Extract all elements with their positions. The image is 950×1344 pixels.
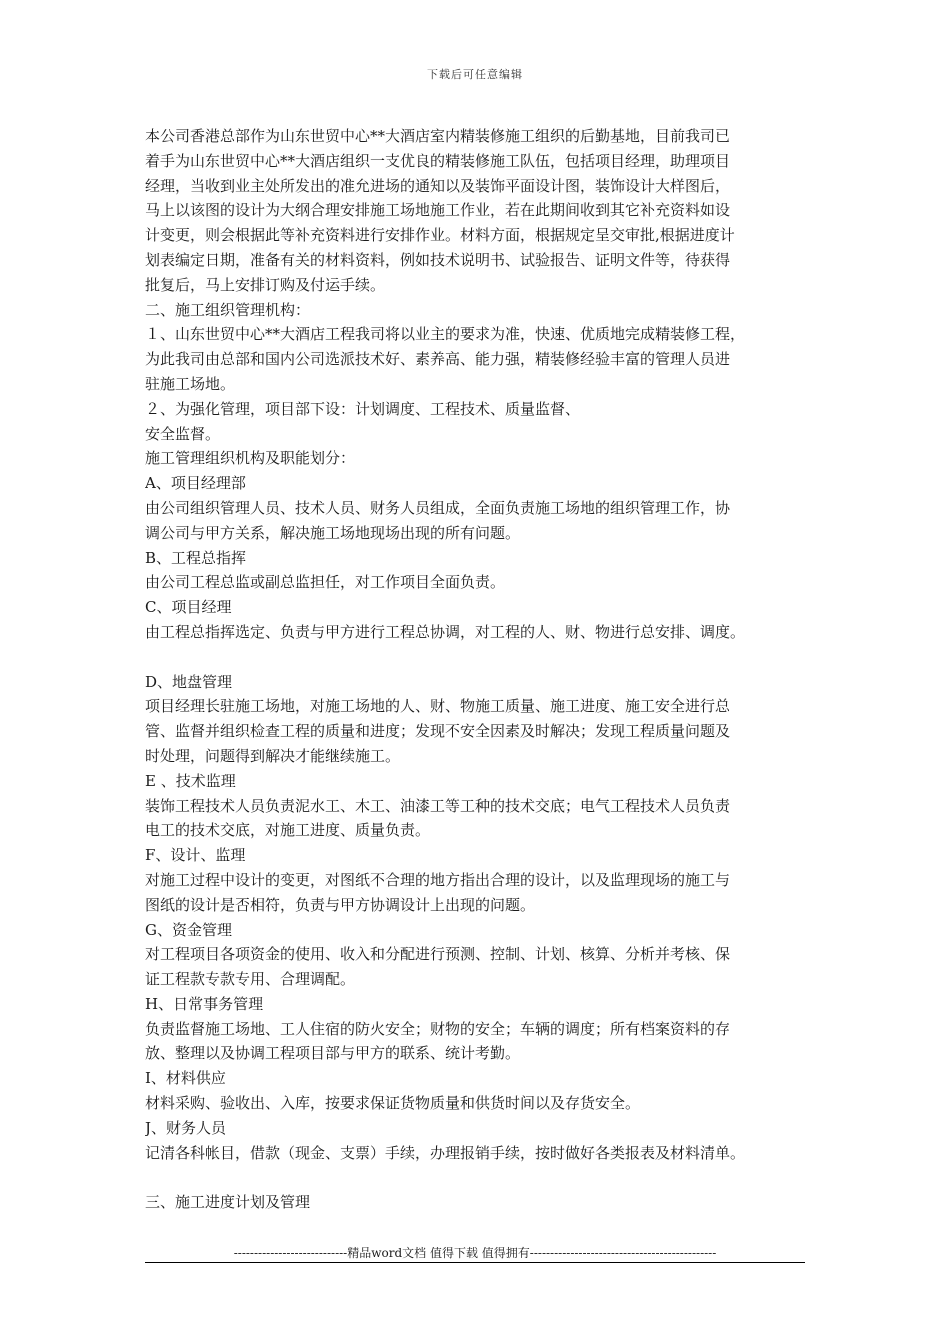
text-line: 放、整理以及协调工程项目部与甲方的联系、统计考勤。 (145, 1044, 521, 1063)
subsection-heading: 施工管理组织机构及职能划分： (145, 449, 356, 468)
text-line: 管、监督并组织检查工程的质量和进度；发现不安全因素及时解决；发现工程质量问题及 (145, 722, 731, 741)
page-header-note: 下载后可任意编辑 (427, 68, 523, 81)
text-line: 经理，当收到业主处所发出的准允进场的通知以及装饰平面设计图，装饰设计大样图后， (145, 176, 731, 195)
text-line: 由工程总指挥选定、负责与甲方进行工程总协调，对工程的人、财、物进行总安排、调度。 (145, 622, 746, 641)
item-heading-b: B、工程总指挥 (145, 548, 247, 567)
text-line: 由公司组织管理人员、技术人员、财务人员组成，全面负责施工场地的组织管理工作，协 (145, 498, 731, 517)
text-line: 材料采购、验收出、入库，按要求保证货物质量和供货时间以及存货安全。 (145, 1094, 641, 1113)
text-line: 由公司工程总监或副总监担任，对工作项目全面负责。 (145, 573, 506, 592)
text-line: 划表编定日期，准备有关的材料资料，例如技术说明书、试验报告、证明文件等，待获得 (145, 250, 731, 269)
section-heading-3: 三、施工进度计划及管理 (145, 1193, 311, 1212)
text-line: 时处理，问题得到解决才能继续施工。 (145, 746, 401, 765)
text-line: 对施工过程中设计的变更，对图纸不合理的地方指出合理的设计，以及监理现场的施工与 (145, 870, 731, 889)
text-line: 电工的技术交底，对施工进度、质量负责。 (145, 821, 431, 840)
text-line: ２、为强化管理，项目部下设：计划调度、工程技术、质量监督、 (145, 399, 581, 418)
text-line: 为此我司由总部和国内公司选派技术好、素养高、能力强，精装修经验丰富的管理人员进 (145, 350, 731, 369)
item-heading-j: J、财务人员 (145, 1118, 227, 1137)
text-line: 对工程项目各项资金的使用、收入和分配进行预测、控制、计划、核算、分析并考核、保 (145, 945, 731, 964)
text-line: １、山东世贸中心**大酒店工程我司将以业主的要求为准，快速、优质地完成精装修工程， (145, 325, 746, 344)
text-line: 记清各科帐目，借款（现金、支票）手续，办理报销手续，按时做好各类报表及材料清单。 (145, 1143, 746, 1162)
item-heading-f: F、设计、监理 (145, 846, 246, 865)
item-heading-i: I、材料供应 (145, 1069, 226, 1088)
text-line: 马上以该图的设计为大纲合理安排施工场地施工作业，若在此期间收到其它补充资料如设 (145, 201, 731, 220)
blank-line (145, 645, 815, 670)
item-heading-a: A、项目经理部 (145, 474, 246, 493)
item-heading-g: G、资金管理 (145, 920, 232, 939)
text-line: 图纸的设计是否相符，负责与甲方协调设计上出现的问题。 (145, 895, 536, 914)
item-heading-d: D、地盘管理 (145, 672, 233, 691)
blank-line (145, 1165, 815, 1190)
text-line: 负责监督施工场地、工人住宿的防火安全；财物的安全；车辆的调度；所有档案资料的存 (145, 1019, 731, 1038)
text-line: 调公司与甲方关系，解决施工场地现场出现的所有问题。 (145, 523, 521, 542)
text-line: 安全监督。 (145, 424, 221, 443)
item-heading-c: C、项目经理 (145, 598, 232, 617)
item-heading-e: E 、技术监理 (145, 771, 236, 790)
text-line: 项目经理长驻施工场地，对施工场地的人、财、物施工质量、施工进度、施工安全进行总 (145, 697, 731, 716)
document-body (145, 124, 815, 1215)
footer-divider (145, 1262, 805, 1263)
text-line: 计变更，则会根据此等补充资料进行安排作业。材料方面，根据规定呈交审批,根据进度计 (145, 226, 735, 245)
text-line: 证工程款专款专用、合理调配。 (145, 970, 356, 989)
text-line: 本公司香港总部作为山东世贸中心**大酒店室内精装修施工组织的后勤基地，目前我司已 (145, 127, 731, 145)
text-line: 驻施工场地。 (145, 374, 236, 393)
text-line: 装饰工程技术人员负责泥水工、木工、油漆工等工种的技术交底；电气工程技术人员负责 (145, 796, 731, 815)
item-heading-h: H、日常事务管理 (145, 994, 264, 1013)
section-heading-2: 二、施工组织管理机构： (145, 300, 311, 319)
text-line: 批复后，马上安排订购及付运手续。 (145, 275, 386, 294)
text-line: 着手为山东世贸中心**大酒店组织一支优良的精装修施工队伍，包括项目经理，助理项目 (145, 151, 731, 170)
page-footer-note: ----------------------------精品word文档 值得下载 值得拥有---------------------------------------------- (233, 1246, 717, 1260)
